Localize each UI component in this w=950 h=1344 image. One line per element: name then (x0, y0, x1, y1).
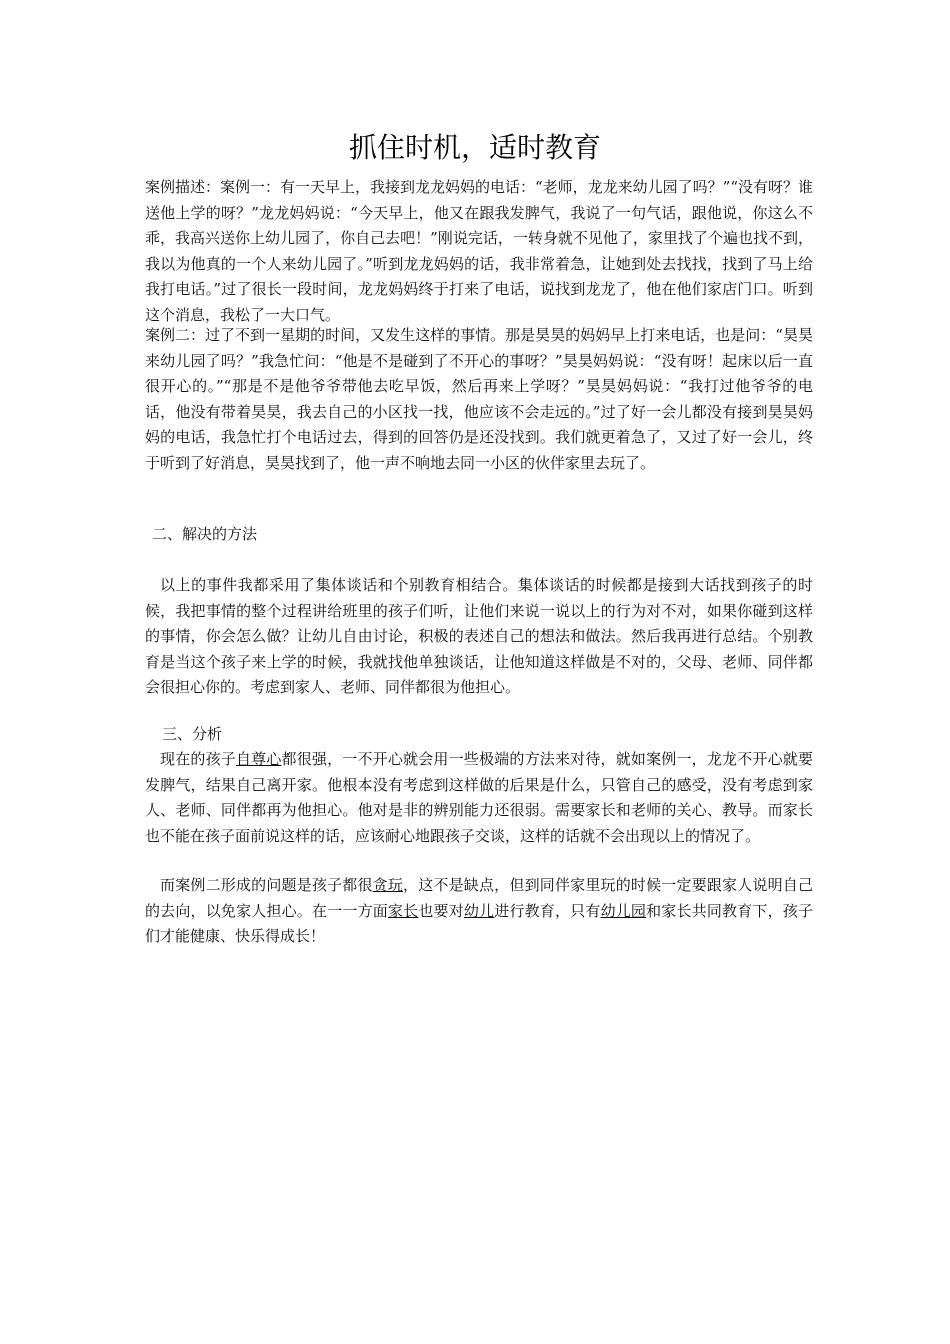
children-link[interactable]: 幼儿 (463, 901, 495, 920)
section-heading-analysis: 三、分析 (162, 725, 223, 743)
kindergarten-link[interactable]: 幼儿园 (600, 901, 647, 920)
playful-link[interactable]: 贪玩 (372, 876, 404, 894)
analysis-paragraph-one (145, 747, 813, 849)
analysis-text: 进行教育，只有 (494, 901, 601, 920)
case-one-paragraph: 案例描述：案例一：有一天早上，我接到龙龙妈妈的电话：“老师，龙龙来幼儿园了吗？”“没有呀？谁送他上学的呀？”龙龙妈妈说：“今天早上，他又在跟我发脾气，我说了一句气话，跟他说，你这么不乖，我高兴送你上幼儿园了，你自己去吧！”刚说完话，一转身就不见他了，家里找了个遍也找不到，我以为他真的一个人来幼儿园了。”听到龙龙妈妈的话，我非常着急，让她到处去找找，找到了马上给我打电话。”过了很长一段时间，龙龙妈妈终于打来了电话，说找到龙龙了，他在他们家店门口。听到这个消息，我松了一大口气。 (145, 178, 814, 324)
document-title: 抓住时机，适时教育 (348, 131, 601, 164)
analysis-text: 而案例二形成的问题是孩子都很 (160, 876, 373, 894)
solution-paragraph: 以上的事件我都采用了集体谈话和个别教育相结合。集体谈话的时候都是接到大话找到孩子的时候，我把事情的整个过程讲给班里的孩子们听，让他们来说一说以上的行为对不对，如果你碰到这样的事情，你会怎么做？让幼儿自由讨论，积极的表述自己的想法和做法。然后我再进行总结。个别教育是当这个孩子来上学的时候，我就找他单独谈话，让他知道这样做是不对的，父母、老师、同伴都会很担心你的。考虑到家人、老师、同伴都很为他担心。 (145, 576, 813, 697)
section-heading-solution: 二、解决的方法 (152, 525, 258, 543)
parents-link[interactable]: 家长 (387, 901, 419, 920)
case-two-paragraph: 案例二：过了不到一星期的时间，又发生这样的事情。那是昊昊的妈妈早上打来电话，也是问：“昊昊来幼儿园了吗？”我急忙问：“他是不是碰到了不开心的事呀？”昊昊妈妈说：“没有呀！起床以后一直很开心的。”“那是不是他爷爷带他去吃早饭，然后再来上学呀？”昊昊妈妈说：“我打过他爷爷的电话，他没有带着昊昊，我去自己的小区找一找，他应该不会走远的。”过了好一会儿都没有接到昊昊妈妈的电话，我急忙打个电话过去，得到的回答仍是还没找到。我们就更着急了，又过了好一会儿，终于听到了好消息，昊昊找到了，他一声不响地去同一小区的伙伴家里去玩了。 (145, 326, 813, 472)
analysis-text: 现在的孩子 (160, 750, 236, 768)
analysis-text: 也要对 (418, 901, 464, 920)
analysis-text: 都很强，一不开心就会用一些极端的方法来对待，就如案例一，龙龙不开心就要发脾气，结果自己离开家。他根本没有考虑到这样做的后果是什么，只管自己的感受，没有考虑到家人、老师、同伴都再为他担心。他对是非的辨别能力还很弱。需要家长和老师的关心、教导。而家长也不能在孩子面前说这样的话，应该耐心地跟孩子交谈，这样的话就不会出现以上的情况了。 (145, 750, 813, 845)
analysis-text: 和家长共同教育下，孩子们才能健康、快乐得成长！ (145, 901, 813, 946)
self-esteem-link[interactable]: 自尊心 (235, 750, 282, 768)
analysis-text: ，这不是缺点，但到同伴家里玩的时候一定要跟家人说明自己的去向，以免家人担心。在一一方面 (145, 876, 813, 920)
analysis-paragraph-two (145, 873, 813, 950)
